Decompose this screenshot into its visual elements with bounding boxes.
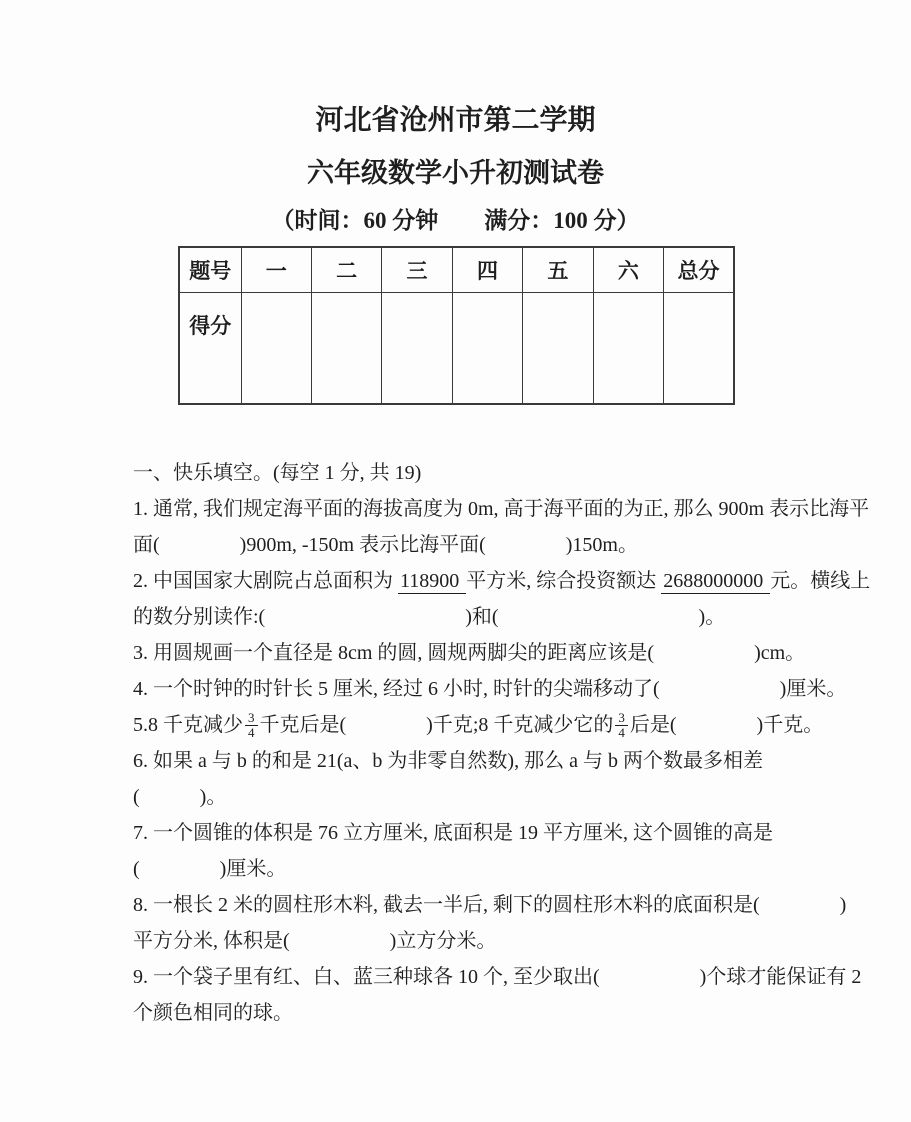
question-text: 9. 一个袋子里有红、白、蓝三种球各 10 个, 至少取出( )个球才能保证有 2 xyxy=(133,966,862,988)
score-table-score-cell-6 xyxy=(593,293,663,405)
score-table-score-row xyxy=(179,293,734,405)
score-table-col-header-7: 总分 xyxy=(664,247,734,293)
question-text: 平方米, 综合投资额达 xyxy=(466,570,662,592)
question-7-line xyxy=(133,815,801,851)
question-1 xyxy=(133,491,870,563)
score-table-score-cell-1 xyxy=(241,293,311,405)
question-text: 8. 一根长 2 米的圆柱形木料, 截去一半后, 剩下的圆柱形木料的底面积是( ) xyxy=(133,894,847,916)
question-5 xyxy=(133,707,824,743)
question-text: 元。横线上 xyxy=(770,570,871,592)
paper-time-score-info: （时间：60 分钟 满分：100 分） xyxy=(271,208,640,233)
score-table-col-header-6: 六 xyxy=(593,247,663,293)
question-2-line xyxy=(133,599,801,635)
paper-title-line1: 河北省沧州市第二学期 xyxy=(315,105,596,136)
fraction-numerator: 3 xyxy=(615,711,628,726)
score-table-col-header-2: 二 xyxy=(311,247,381,293)
score-table-score-cell-3 xyxy=(382,293,452,405)
question-4 xyxy=(133,671,847,707)
question-2 xyxy=(133,563,871,635)
fraction-numerator: 3 xyxy=(245,711,258,726)
score-table-score-cell-4 xyxy=(452,293,522,405)
question-text: 后是( )千克。 xyxy=(629,714,824,736)
paper-title-line2: 六年级数学小升初测试卷 xyxy=(307,158,604,188)
question-7-line xyxy=(133,851,801,887)
score-table-col-header-4: 四 xyxy=(452,247,522,293)
fraction-denominator: 4 xyxy=(618,724,625,740)
question-1-line xyxy=(133,491,870,527)
question-text: ( )。 xyxy=(133,786,227,808)
question-8 xyxy=(133,887,847,959)
question-3-line xyxy=(133,635,806,671)
score-table-score-cell-2 xyxy=(311,293,381,405)
paper-header xyxy=(0,0,911,238)
underlined-number: 2688000000 xyxy=(663,570,769,592)
question-9-line xyxy=(133,959,862,995)
score-table-col-header-5: 五 xyxy=(523,247,593,293)
score-table-header-row xyxy=(179,247,734,293)
question-4-line xyxy=(133,671,847,707)
question-text: ( )厘米。 xyxy=(133,858,287,880)
question-5-line xyxy=(133,707,824,743)
question-text: 2. 中国国家大剧院占总面积为 xyxy=(133,570,398,592)
question-9 xyxy=(133,959,862,1031)
question-list xyxy=(133,491,871,1031)
question-2-line xyxy=(133,563,871,599)
question-text: 5.8 千克减少 xyxy=(133,714,243,736)
score-table-score-cell-7 xyxy=(664,293,734,405)
question-6-line xyxy=(133,779,801,815)
question-7 xyxy=(133,815,801,887)
fraction xyxy=(615,711,628,741)
section-one-heading: 一、快乐填空。(每空 1 分, 共 19) xyxy=(133,462,422,484)
question-text: 7. 一个圆锥的体积是 76 立方厘米, 底面积是 19 平方厘米, 这个圆锥的高是 xyxy=(133,822,773,844)
score-table-corner-label: 题号 xyxy=(179,247,241,293)
question-text: 1. 通常, 我们规定海平面的海拔高度为 0m, 高于海平面的为正, 那么 900m 表示比海平 xyxy=(133,498,870,520)
score-table-score-cell-5 xyxy=(523,293,593,405)
score-table xyxy=(178,246,735,405)
question-8-line xyxy=(133,923,801,959)
question-text: 面( )900m, -150m 表示比海平面( )150m。 xyxy=(133,534,638,556)
question-text: 平方分米, 体积是( )立方分米。 xyxy=(133,930,497,952)
question-text: 的数分别读作:( )和( )。 xyxy=(133,606,726,628)
question-1-line xyxy=(133,527,801,563)
question-9-line xyxy=(133,995,801,1031)
score-table-col-header-1: 一 xyxy=(241,247,311,293)
question-6 xyxy=(133,743,801,815)
question-3 xyxy=(133,635,806,671)
score-table-col-header-3: 三 xyxy=(382,247,452,293)
question-text: 3. 用圆规画一个直径是 8cm 的圆, 圆规两脚尖的距离应该是( )cm。 xyxy=(133,642,806,664)
question-text: 4. 一个时钟的时针长 5 厘米, 经过 6 小时, 时针的尖端移动了( )厘米。 xyxy=(133,678,847,700)
underlined-number: 118900 xyxy=(400,570,465,592)
question-6-line xyxy=(133,743,801,779)
question-8-line xyxy=(133,887,847,923)
question-text: 个颜色相同的球。 xyxy=(133,1002,293,1024)
question-text: 千克后是( )千克;8 千克减少它的 xyxy=(259,714,614,736)
score-table-row-label: 得分 xyxy=(179,293,241,405)
fraction-denominator: 4 xyxy=(248,724,255,740)
fraction xyxy=(245,711,258,741)
question-text: 6. 如果 a 与 b 的和是 21(a、b 为非零自然数), 那么 a 与 b 两个数最多相差 xyxy=(133,750,763,772)
